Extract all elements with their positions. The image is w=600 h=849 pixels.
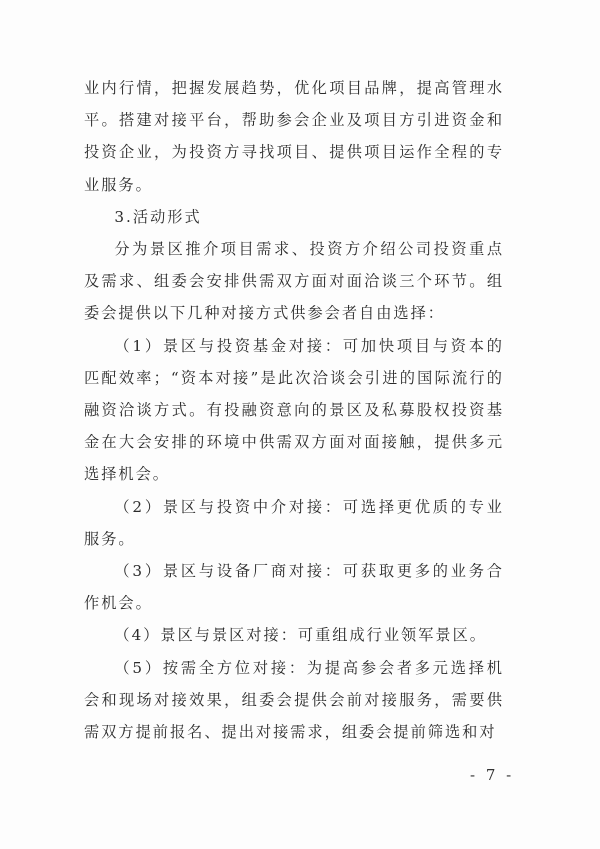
list-item-2: （2）景区与投资中介对接：可选择更优质的专业服务。	[84, 497, 504, 548]
page-number: - 7 -	[470, 766, 515, 784]
list-item-4: （4）景区与景区对接：可重组成行业领军景区。	[114, 626, 487, 645]
list-item-5: （5）按需全方位对接：为提高参会者多元选择机会和现场对接效果，组委会提供会前对接服务，需要供需双方提前报名、提出对接需求，组委会提前筛选和对	[84, 658, 504, 742]
paragraph-format-intro: 分为景区推介项目需求、投资方介绍公司投资重点及需求、组委会安排供需双方面对面洽谈三个环节。组委会提供以下几种对接方式供参会者自由选择：	[84, 240, 504, 323]
list-item-3: （3）景区与设备厂商对接：可获取更多的业务合作机会。	[84, 562, 504, 613]
list-item-1: （1）景区与投资基金对接：可加快项目与资本的匹配效率；“资本对接”是此次洽谈会引进的国际流行的融资洽谈方式。有投融资意向的景区及私募股权投资基金在大会安排的环境中供需双方面对面接触，提供多元选择机会。	[84, 336, 504, 484]
document-body	[84, 72, 504, 748]
paragraph-continuation: 业内行情，把握发展趋势，优化项目品牌，提高管理水平。搭建对接平台，帮助参会企业及项目方引进资金和投资企业，为投资方寻找项目、提供项目运作全程的专业服务。	[84, 79, 504, 194]
section-heading-activity-format: 3.活动形式	[114, 207, 202, 226]
